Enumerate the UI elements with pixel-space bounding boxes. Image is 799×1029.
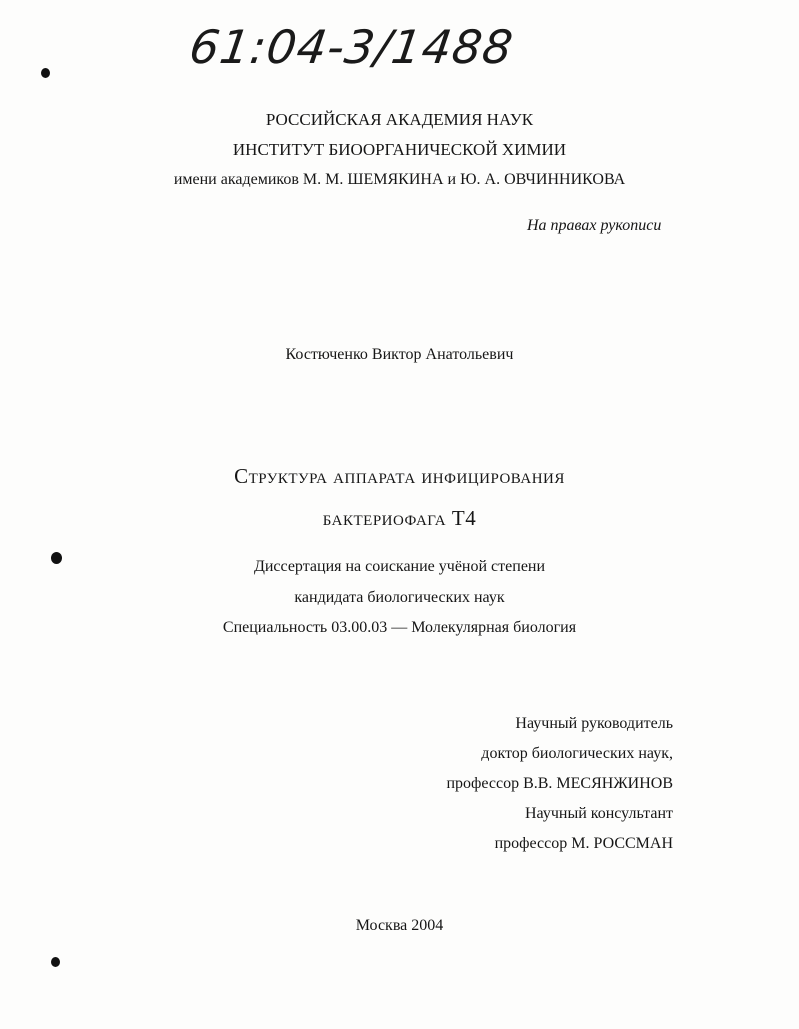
punch-hole-mark — [41, 68, 50, 78]
city-year: Москва 2004 — [355, 917, 444, 934]
degree-line-2: кандидата биологических наук — [294, 589, 505, 606]
academy-name: РОССИЙСКАЯ АКАДЕМИЯ НАУК — [265, 110, 534, 129]
dissertation-title-line-1: Структура аппарата инфицирования — [234, 464, 565, 488]
specialty-line: Специальность 03.00.03 — Молекулярная биология — [222, 619, 577, 636]
advisor-role: Научный руководитель — [515, 715, 673, 732]
advisor-degree: доктор биологических наук, — [481, 745, 673, 762]
dissertation-title-line-2: бактериофага Т4 — [322, 506, 477, 530]
consultant-role: Научный консультант — [525, 805, 673, 822]
degree-line-1: Диссертация на соискание учёной степени — [253, 558, 546, 575]
punch-hole-mark — [51, 957, 60, 967]
consultant-name: профессор М. РОССМАН — [494, 835, 673, 852]
handwritten-archive-code: 61:04-3/1488 — [186, 20, 517, 74]
advisor-name: профессор В.В. МЕСЯНЖИНОВ — [446, 775, 673, 792]
institute-named-after: имени академиков М. М. ШЕМЯКИНА и Ю. А. ОВЧИННИКОВА — [173, 171, 626, 188]
institute-name: ИНСТИТУТ БИООРГАНИЧЕСКОЙ ХИМИИ — [232, 140, 567, 159]
author-name: Костюченко Виктор Анатольевич — [285, 346, 514, 363]
manuscript-note: На правах рукописи — [527, 217, 662, 234]
